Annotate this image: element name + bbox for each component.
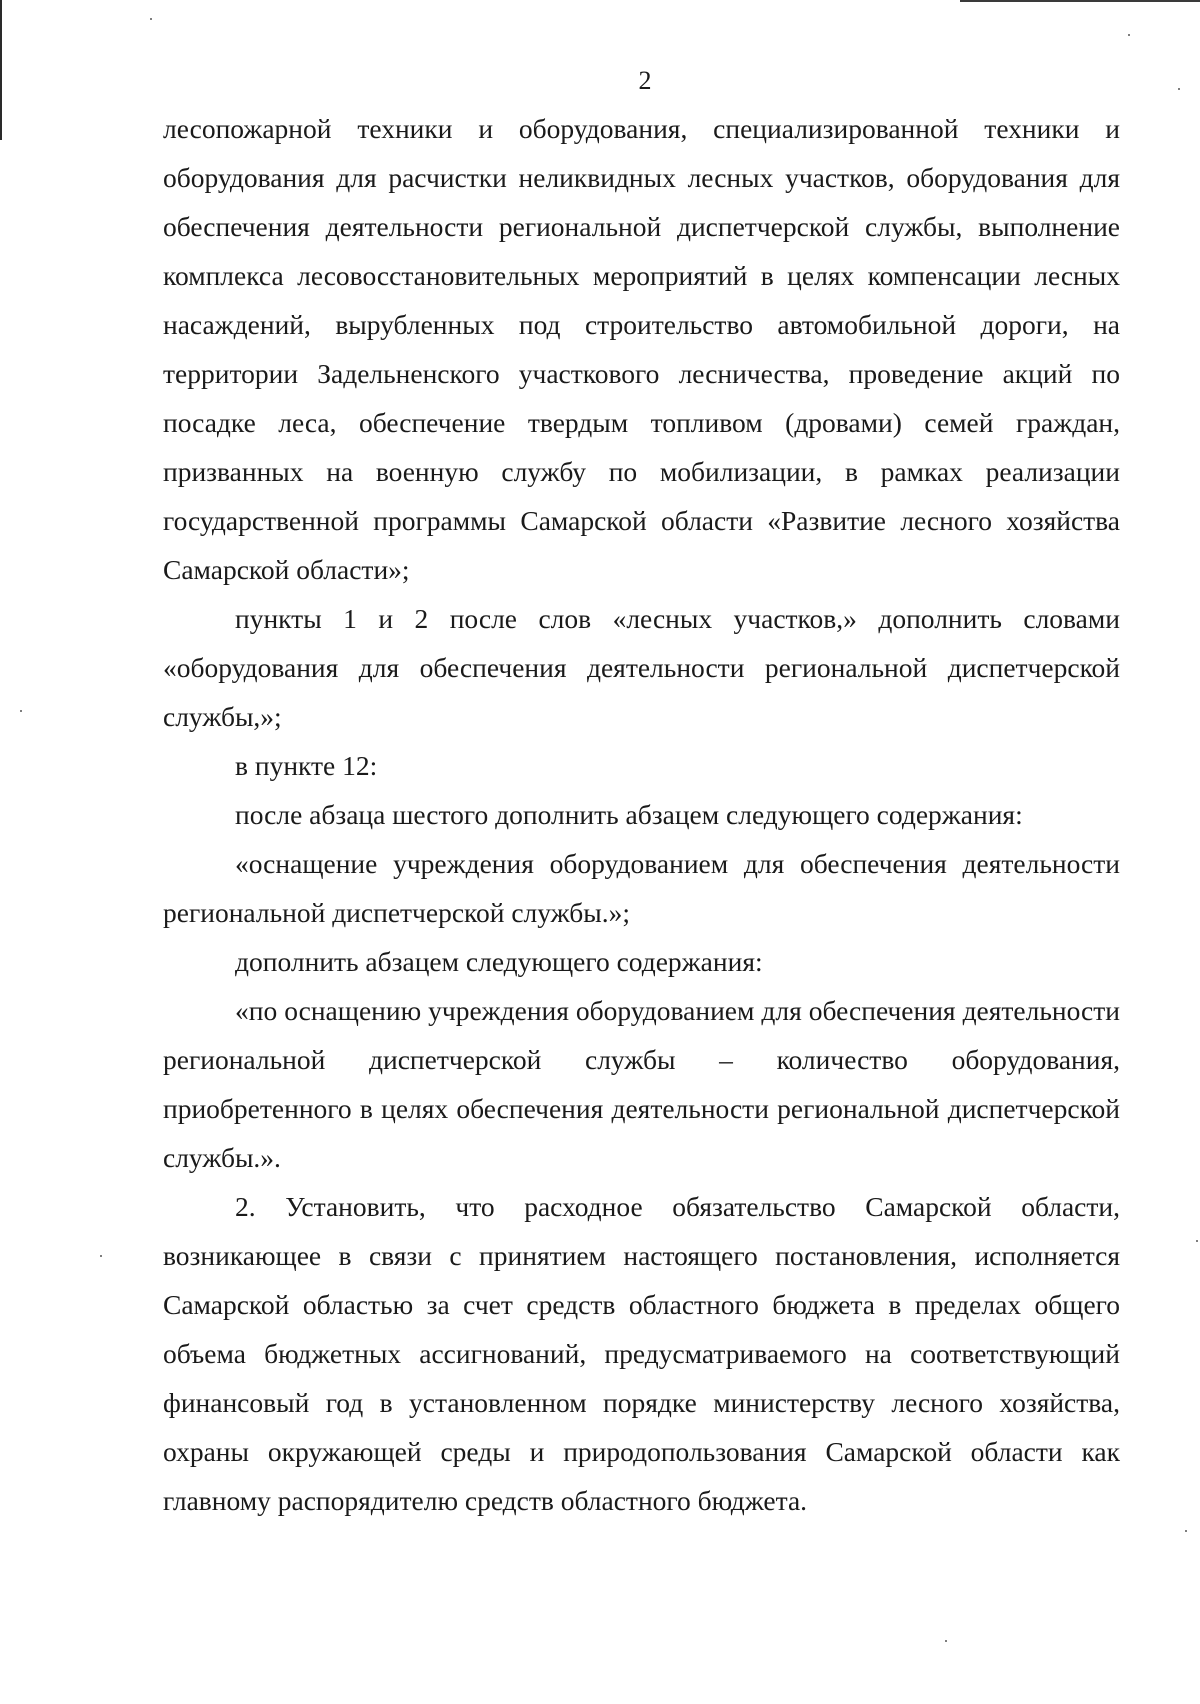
scan-speck <box>150 18 152 20</box>
paragraph-add-text: дополнить абзацем следующего содержания: <box>235 946 763 977</box>
scan-edge-top <box>960 0 1200 2</box>
scan-speck <box>1128 34 1130 36</box>
scan-speck <box>1196 1240 1198 1242</box>
paragraph-items-1-2: пункты 1 и 2 после слов «лесных участков,» дополнить словами «оборудования для обеспечения деятельности региональной диспетчерской службы,»; <box>163 603 1120 732</box>
scan-speck <box>945 1640 947 1642</box>
scan-speck <box>1185 1530 1187 1532</box>
paragraph-quote-indicator: «по оснащению учреждения оборудованием для обеспечения деятельности региональной диспетчерской службы – количество оборудования, приобретенного в целях обеспечения деятельности региональной диспетчерской службы.». <box>163 995 1120 1173</box>
paragraph-after-sixth: после абзаца шестого дополнить абзацем следующего содержания: <box>235 799 1023 830</box>
paragraph-section-2: 2. Установить, что расходное обязательство Самарской области, возникающее в связи с принятием настоящего постановления, исполняется Самарской областью за счет средств областного бюджета в пределах общего объема бюджетных ассигнований, предусматриваемого на соответствующий финансовый год в установленном порядке министерству лесного хозяйства, охраны окружающей среды и природопользования Самарской области как главному распорядителю средств областного бюджета. <box>163 1191 1120 1516</box>
paragraph-item-12-heading: в пункте 12: <box>235 750 378 781</box>
page-number: 2 <box>638 66 652 95</box>
document-body <box>163 104 1120 1525</box>
paragraph-continuation: лесопожарной техники и оборудования, специализированной техники и оборудования для расчистки неликвидных лесных участков, оборудования для обеспечения деятельности региональной диспетчерской службы, выполнение комплекса лесовосстановительных мероприятий в целях компенсации лесных насаждений, вырубленных под строительство автомобильной дороги, на территории Задельненского участкового лесничества, проведение акций по посадке леса, обеспечение твердым топливом (дровами) семей граждан, призванных на военную службу по мобилизации, в рамках реализации государственной программы Самарской области «Развитие лесного хозяйства Самарской области»; <box>163 113 1120 585</box>
scan-speck <box>100 1255 102 1257</box>
scan-speck <box>20 710 22 712</box>
paragraph-quote-equipment: «оснащение учреждения оборудованием для обеспечения деятельности региональной диспетчерской службы.»; <box>163 848 1120 928</box>
